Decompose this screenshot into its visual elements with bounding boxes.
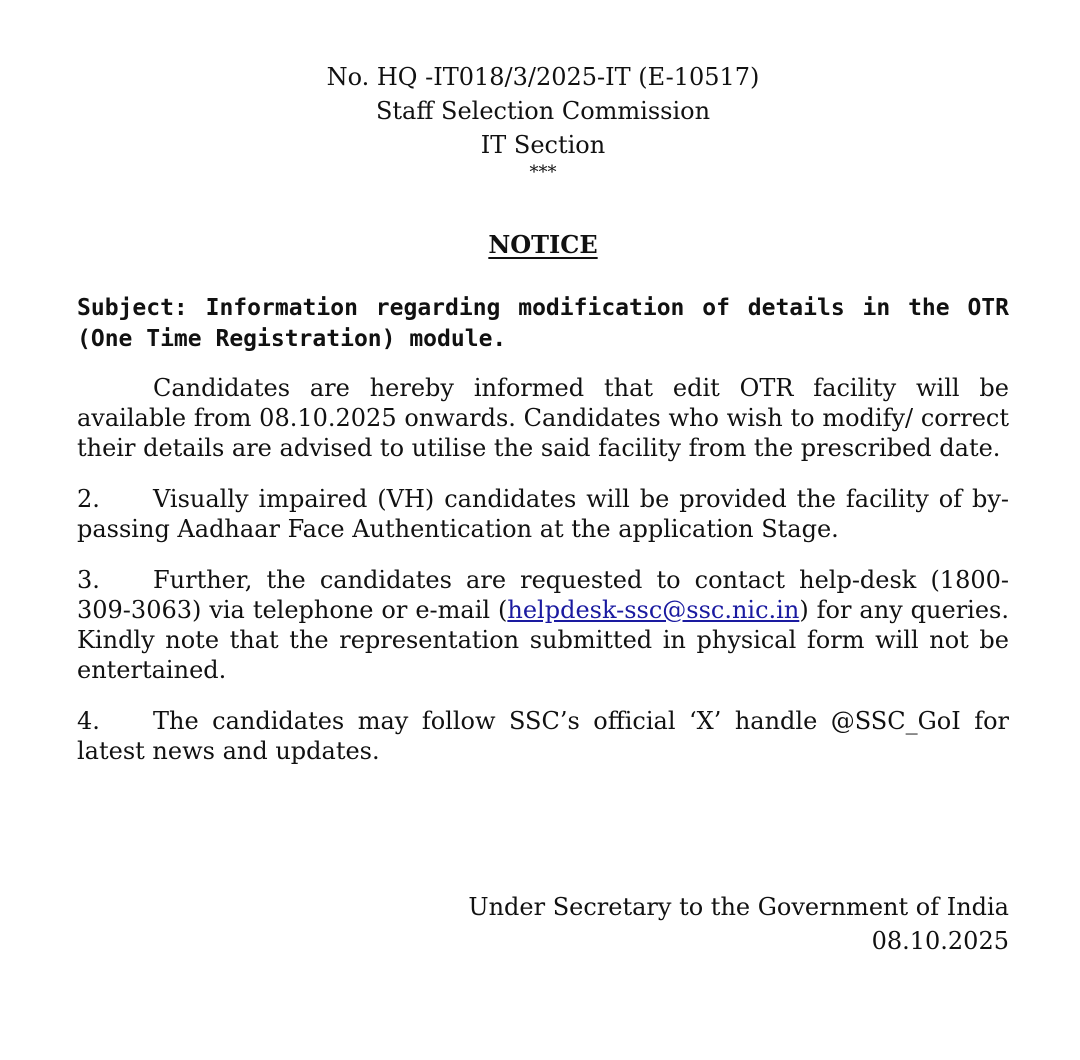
paragraph-number: 4. (77, 707, 100, 735)
paragraph-3-text-after: ) for any queries. Kindly note that the representation submitted in physical form will not be entertained. (77, 596, 1010, 684)
paragraph-1: Candidates are hereby informed that edit OTR facility will be available from 08.10.2025 onwards. Candidates who wish to modify/ correct their details are advised to utilise the said facility from the prescribed date. (77, 374, 1009, 462)
helpdesk-email-link[interactable]: helpdesk-ssc@ssc.nic.in (507, 596, 800, 624)
paragraph-2-text: Visually impaired (VH) candidates will be provided the facility of by-passing Aadhaar Face Authentication at the application Stage. (77, 485, 1009, 543)
signatory-designation: Under Secretary to the Government of India (468, 893, 1009, 921)
notice-body (77, 293, 1009, 787)
paragraph-2 (77, 484, 1009, 544)
paragraph-3-text-before: Further, the candidates are requested to contact help-desk (1800-309-3063) via telephone or e-mail ( (77, 566, 1009, 624)
section-name: IT Section (480, 131, 606, 159)
notice-title: NOTICE (488, 230, 598, 259)
paragraph-3 (77, 565, 1009, 685)
signature-date: 08.10.2025 (871, 927, 1009, 955)
paragraph-number: 3. (77, 566, 100, 594)
subject-line: Subject: Information regarding modification of details in the OTR (One Time Registration) module. (77, 295, 1009, 352)
file-number: No. HQ -IT018/3/2025-IT (E-10517) (326, 63, 760, 91)
paragraph-number: 2. (77, 485, 100, 513)
paragraph-4 (77, 706, 1009, 766)
paragraph-4-text: The candidates may follow SSC’s official ‘X’ handle @SSC_GoI for latest news and updates. (77, 707, 1009, 765)
separator-stars: *** (529, 162, 557, 183)
signature-block (468, 890, 1009, 958)
organization-name: Staff Selection Commission (375, 97, 711, 125)
document-header (0, 60, 1080, 184)
